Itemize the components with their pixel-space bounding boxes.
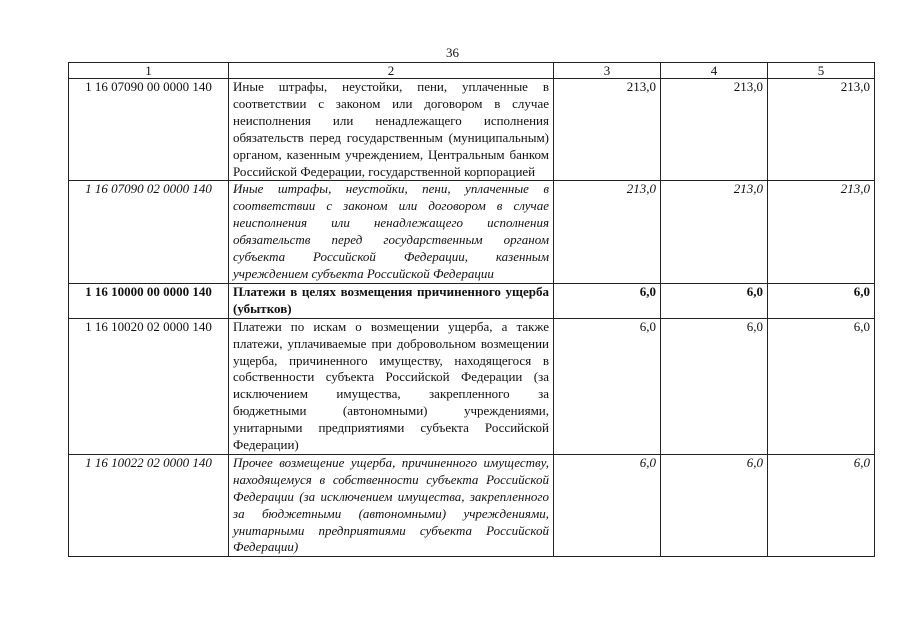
value-col-5: 213,0 [768,79,875,181]
income-name: Иные штрафы, неустойки, пени, уплаченные в соответствии с законом или договором в случае неисполнения или ненадлежащего исполнения обязательств перед государственным (муниципальным) органом, казенным учреждением, Центральным банком Российской Федерации, государственной корпорацией [229,79,554,181]
table-row [69,79,875,181]
budget-code: 1 16 10000 00 0000 140 [69,283,229,318]
column-header-3: 3 [554,63,661,79]
column-header-2: 2 [229,63,554,79]
value-col-5: 213,0 [768,181,875,283]
table-header-row [69,63,875,79]
income-name: Платежи по искам о возмещении ущерба, а также платежи, уплачиваемые при добровольном возмещении ущерба, причиненного имуществу, находящегося в собственности субъекта Российской Федерации (за исключением имущества, закрепленного за бюджетными (автономными) учреждениями, унитарными предприятиями субъекта Российской Федерации) [229,318,554,454]
income-name: Платежи в целях возмещения причиненного ущерба (убытков) [229,283,554,318]
budget-code: 1 16 07090 00 0000 140 [69,79,229,181]
budget-code: 1 16 10020 02 0000 140 [69,318,229,454]
value-col-5: 6,0 [768,318,875,454]
value-col-4: 6,0 [661,454,768,556]
value-col-3: 213,0 [554,79,661,181]
value-col-3: 6,0 [554,318,661,454]
income-name: Прочее возмещение ущерба, причиненного имуществу, находящемуся в собственности субъекта Российской Федерации (за исключением имущества, закрепленного за бюджетными (автономными) учреждениями, унитарными предприятиями субъекта Российской Федерации) [229,454,554,556]
table-row [69,318,875,454]
value-col-4: 6,0 [661,318,768,454]
table-row [69,181,875,283]
table-row [69,454,875,556]
value-col-5: 6,0 [768,454,875,556]
budget-code: 1 16 07090 02 0000 140 [69,181,229,283]
budget-table [68,62,875,557]
table-row [69,283,875,318]
page-number: 36 [446,45,459,60]
value-col-3: 6,0 [554,454,661,556]
value-col-4: 6,0 [661,283,768,318]
budget-code: 1 16 10022 02 0000 140 [69,454,229,556]
column-header-1: 1 [69,63,229,79]
value-col-3: 213,0 [554,181,661,283]
value-col-4: 213,0 [661,181,768,283]
income-name: Иные штрафы, неустойки, пени, уплаченные в соответствии с законом или договором в случае неисполнения или ненадлежащего исполнения обязательств перед государственным органом субъекта Российской Федерации, казенным учреждением субъекта Российской Федерации [229,181,554,283]
column-header-5: 5 [768,63,875,79]
value-col-5: 6,0 [768,283,875,318]
value-col-3: 6,0 [554,283,661,318]
value-col-4: 213,0 [661,79,768,181]
column-header-4: 4 [661,63,768,79]
